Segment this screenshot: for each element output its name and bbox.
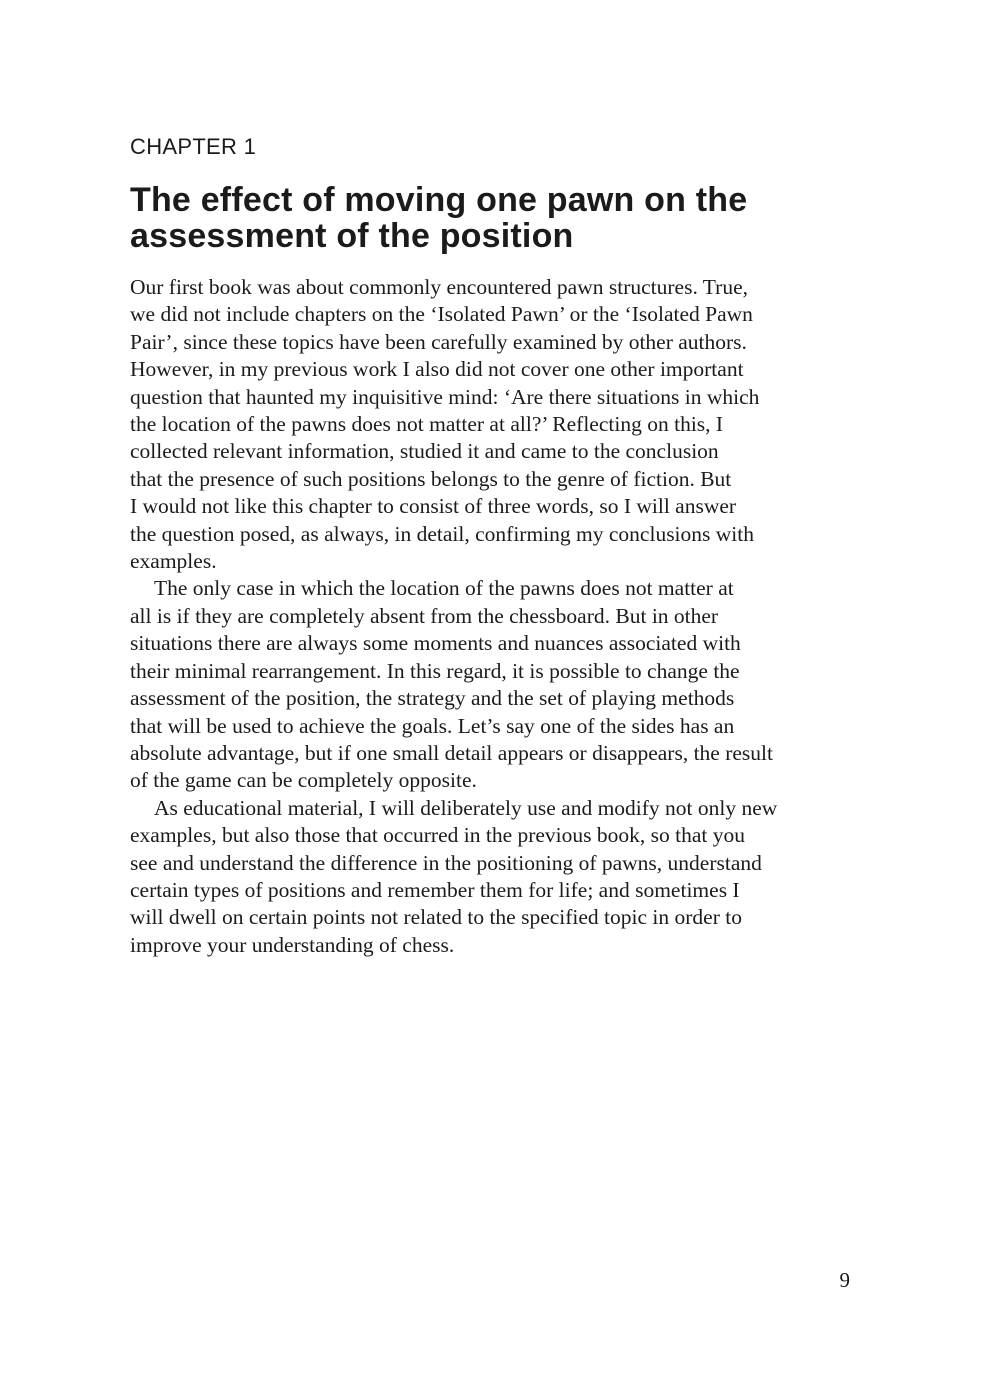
text-line: the location of the pawns does not matter at all?’ Reflecting on this, I [130, 412, 724, 437]
text-line: examples, but also those that occurred in the previous book, so that you [130, 823, 746, 848]
text-line: that the presence of such positions belongs to the genre of fiction. But [130, 466, 732, 491]
text-line: certain types of positions and remember them for life; and sometimes I [130, 877, 740, 902]
chapter-title-line: assessment of the position [130, 217, 574, 255]
text-line: assessment of the position, the strategy and the set of playing methods [130, 686, 735, 711]
chapter-title-line: The effect of moving one pawn on the [130, 181, 748, 219]
text-line: I would not like this chapter to consist of three words, so I will answer [130, 494, 737, 519]
text-line: Pair’, since these topics have been carefully examined by other authors. [130, 329, 747, 354]
page-number: 9 [839, 1268, 850, 1292]
text-line: we did not include chapters on the ‘Isolated Pawn’ or the ‘Isolated Pawn [130, 302, 753, 327]
paragraph-1 [130, 274, 875, 575]
text-line: However, in my previous work I also did not cover one other important [130, 357, 744, 382]
text-line: absolute advantage, but if one small detail appears or disappears, the result [130, 740, 773, 765]
text-line: As educational material, I will deliberately use and modify not only new [154, 795, 778, 820]
chapter-label: CHAPTER 1 [130, 134, 257, 159]
text-line: improve your understanding of chess. [130, 932, 455, 957]
text-line: see and understand the difference in the positioning of pawns, understand [130, 850, 762, 875]
text-line: their minimal rearrangement. In this regard, it is possible to change the [130, 658, 740, 683]
chapter-title [130, 182, 890, 254]
text-line: that will be used to achieve the goals. Let’s say one of the sides has an [130, 713, 735, 738]
text-line: will dwell on certain points not related to the specified topic in order to [130, 905, 742, 930]
text-line: question that haunted my inquisitive mind: ‘Are there situations in which [130, 384, 760, 409]
text-line: all is if they are completely absent from the chessboard. But in other [130, 603, 719, 628]
text-line: collected relevant information, studied it and came to the conclusion [130, 439, 719, 464]
text-line: the question posed, as always, in detail, confirming my conclusions with [130, 521, 754, 546]
paragraph-2 [130, 575, 875, 794]
text-line: examples. [130, 549, 217, 574]
text-line: of the game can be completely opposite. [130, 768, 477, 793]
text-line: situations there are always some moments and nuances associated with [130, 631, 741, 656]
body-text [130, 274, 875, 959]
text-line: Our first book was about commonly encountered pawn structures. True, [130, 275, 749, 299]
text-line: The only case in which the location of the pawns does not matter at [154, 576, 734, 601]
paragraph-3 [130, 795, 875, 959]
